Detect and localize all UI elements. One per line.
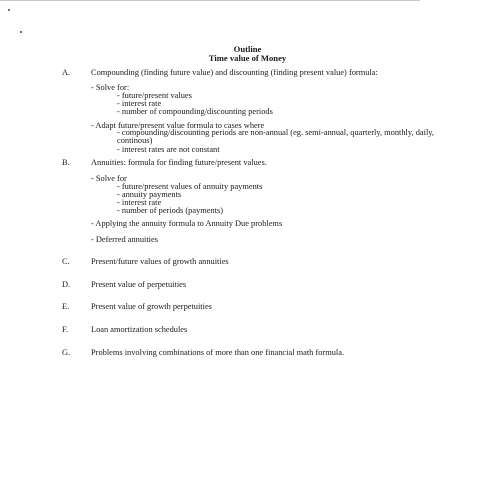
document-subtitle: Time value of Money <box>208 53 287 63</box>
section-b-heading: Annuities: formula for finding future/present values. <box>91 158 267 167</box>
list-item: - number of periods (payments) <box>117 206 224 215</box>
document-title: Outline <box>233 44 262 54</box>
section-a-letter: A. <box>62 68 71 77</box>
list-item: - compounding/discounting periods are non-annual (eg. semi-annual, quarterly, monthly, daily, continous) <box>117 128 435 145</box>
section-g-heading: Problems involving combinations of more than one financial math formula. <box>91 348 345 357</box>
scan-speck <box>8 9 10 11</box>
section-b-solve-label: - Solve for <box>91 174 127 183</box>
section-b-letter: B. <box>62 158 70 167</box>
list-item: - number of compounding/discounting periods <box>117 107 273 116</box>
scan-edge-line <box>0 0 420 1</box>
section-c-letter: C. <box>62 257 70 266</box>
list-item: - Deferred annuities <box>91 235 158 244</box>
list-item: - future/present values <box>117 91 192 100</box>
section-f-heading: Loan amortization schedules <box>91 325 188 334</box>
section-c-heading: Present/future values of growth annuities <box>91 257 229 266</box>
list-item: - interest rates are not constant <box>117 145 220 154</box>
section-e-letter: E. <box>62 302 70 311</box>
section-d-letter: D. <box>62 280 71 289</box>
section-a-heading: Compounding (finding future value) and discounting (finding present value) formula: <box>91 68 378 77</box>
section-f-letter: F. <box>62 325 69 334</box>
list-item: - interest rate <box>117 99 162 108</box>
section-d-heading: Present value of perpetuities <box>91 280 187 289</box>
section-g-letter: G. <box>62 348 71 357</box>
section-a-adapt-label: - Adapt future/present value formula to cases where <box>91 121 265 130</box>
section-a-solve-label: - Solve for: <box>91 83 130 92</box>
list-item: - future/present values of annuity payments <box>117 182 263 191</box>
list-item: - annuity payments <box>117 190 182 199</box>
section-e-heading: Present value of growth perpetuities <box>91 302 212 311</box>
list-item: - Applying the annuity formula to Annuity Due problems <box>91 219 283 228</box>
list-item: - interest rate <box>117 198 162 207</box>
scan-speck <box>20 31 22 33</box>
